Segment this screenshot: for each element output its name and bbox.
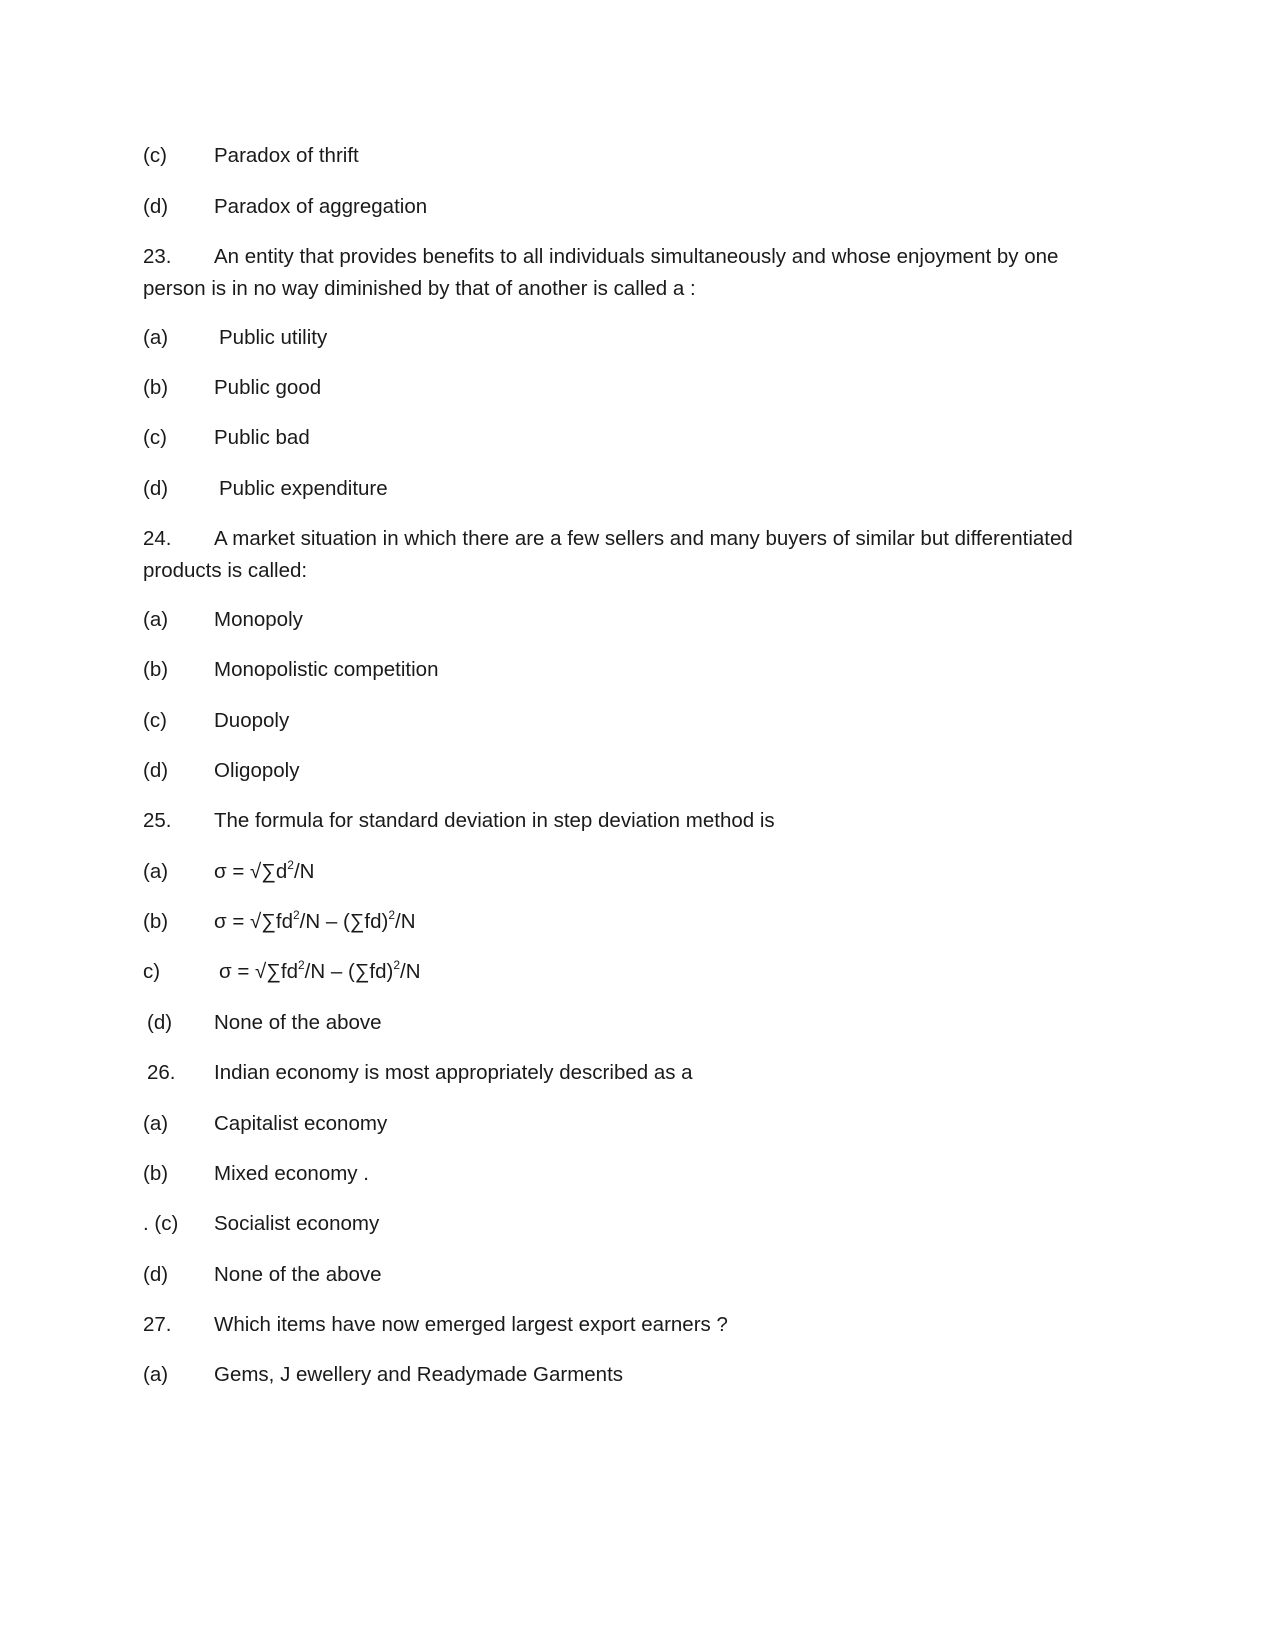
- option-23-c: [0, 422, 1275, 454]
- option-text: Public utility: [219, 326, 328, 349]
- option-24-a: [0, 604, 1275, 636]
- option-text: Paradox of thrift: [214, 144, 359, 167]
- option-text: Monopolistic competition: [214, 658, 439, 681]
- option-26-d: [0, 1259, 1275, 1291]
- option-label: (b): [143, 1162, 169, 1185]
- question-26: [0, 1057, 1275, 1089]
- question-text: The formula for standard deviation in step deviation method is: [214, 809, 775, 832]
- question-25: [0, 805, 1275, 837]
- option-text: Gems, J ewellery and Readymade Garments: [214, 1363, 624, 1386]
- question-text: Indian economy is most appropriately described as a: [214, 1061, 693, 1084]
- option-label: (a): [143, 860, 169, 883]
- option-24-b: [0, 654, 1275, 686]
- option-23-b: [0, 372, 1275, 404]
- option-24-c: [0, 705, 1275, 737]
- option-23-d: [0, 473, 1275, 505]
- option-25-a: [0, 856, 1275, 888]
- option-label: (d): [147, 1011, 173, 1034]
- option-label: (d): [143, 195, 169, 218]
- option-text: Public good: [214, 376, 322, 399]
- question-number: 24.: [143, 527, 172, 550]
- question-number: 25.: [143, 809, 172, 832]
- question-number: 26.: [147, 1061, 176, 1084]
- option-label: (a): [143, 1112, 169, 1135]
- option-26-b: [0, 1158, 1275, 1190]
- formula-text: $\sigma = √\sum fd^2/N - (\sum fd)^2/N$: [219, 958, 421, 983]
- option-22-d: [0, 191, 1275, 223]
- option-22-c: [0, 140, 1275, 172]
- option-26-a: [0, 1108, 1275, 1140]
- question-number: 27.: [143, 1313, 172, 1336]
- option-text: Public bad: [214, 426, 310, 449]
- option-24-d: [0, 755, 1275, 787]
- option-label: (b): [143, 658, 169, 681]
- option-label: (d): [143, 759, 169, 782]
- option-27-a: [0, 1359, 1275, 1391]
- option-25-d: [0, 1007, 1275, 1039]
- option-label: (c): [143, 709, 167, 732]
- question-text: Which items have now emerged largest export earners ?: [214, 1313, 728, 1336]
- formula-text: $\sigma = √\sum d^2/N$: [214, 858, 315, 883]
- option-label: (a): [143, 608, 169, 631]
- question-text: An entity that provides benefits to all individuals simultaneously and whose enjoyment by one person is in no way diminished by that of another is called a :: [143, 245, 1059, 300]
- option-26-c: [0, 1208, 1275, 1240]
- question-24: [143, 523, 1133, 587]
- option-text: Duopoly: [214, 709, 290, 732]
- option-label: (c): [143, 426, 167, 449]
- option-text: Monopoly: [214, 608, 303, 631]
- option-25-c: [0, 956, 1275, 988]
- option-text: Mixed economy .: [214, 1162, 369, 1185]
- option-label: (b): [143, 376, 169, 399]
- option-label: (a): [143, 326, 169, 349]
- option-label: (c): [143, 144, 167, 167]
- option-text: Oligopoly: [214, 759, 300, 782]
- question-27: [0, 1309, 1275, 1341]
- option-label: (d): [143, 477, 169, 500]
- option-text: Public expenditure: [219, 477, 388, 500]
- option-23-a: [0, 322, 1275, 354]
- option-text: None of the above: [214, 1011, 382, 1034]
- option-label: (d): [143, 1263, 169, 1286]
- question-number: 23.: [143, 245, 172, 268]
- question-23: [143, 241, 1123, 305]
- formula-text: $\sigma = √\sum fd^2/N - (\sum fd)^2/N$: [214, 908, 416, 933]
- option-text: None of the above: [214, 1263, 382, 1286]
- question-text: A market situation in which there are a few sellers and many buyers of similar but differentiated products is called:: [143, 527, 1073, 582]
- option-text: Paradox of aggregation: [214, 195, 428, 218]
- option-label: . (c): [143, 1212, 179, 1235]
- option-label: (a): [143, 1363, 169, 1386]
- option-text: Socialist economy: [214, 1212, 380, 1235]
- option-25-b: [0, 906, 1275, 938]
- option-label: c): [143, 960, 161, 983]
- option-label: (b): [143, 910, 169, 933]
- option-text: Capitalist economy: [214, 1112, 388, 1135]
